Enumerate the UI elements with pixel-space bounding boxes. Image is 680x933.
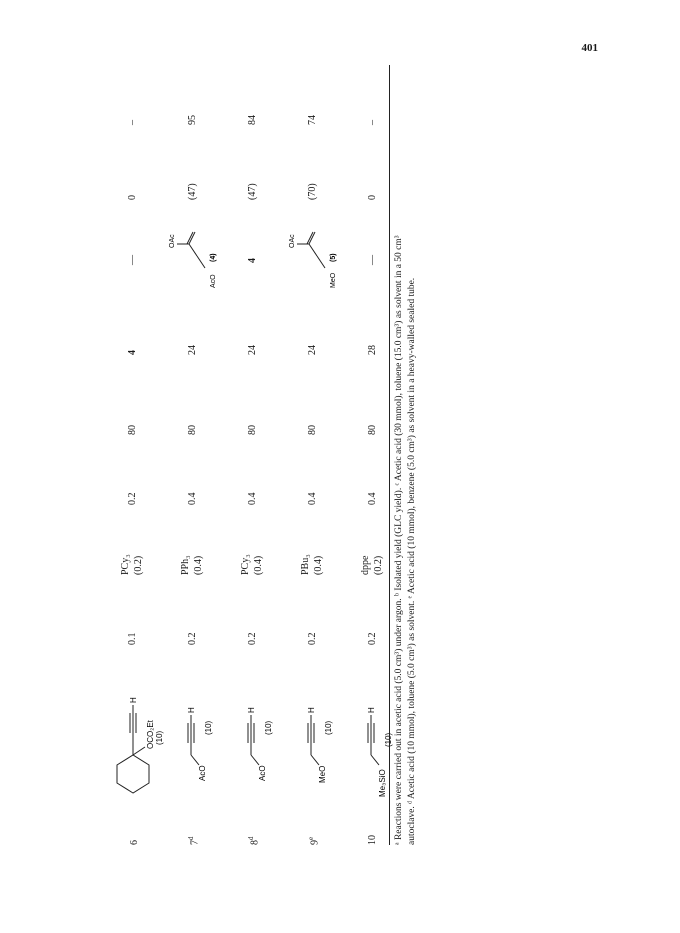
- svg-text:MeO: MeO: [318, 765, 327, 783]
- silyloxy-alkyne-icon: [345, 665, 395, 805]
- row6-temp: 80: [127, 425, 138, 435]
- rotated-table: [99, 65, 429, 845]
- row10-ratio: 0: [367, 195, 378, 200]
- table-bottom-rule: [389, 65, 390, 845]
- row10-ligand: dppe (0.2): [360, 555, 384, 575]
- row9-temp: 80: [307, 425, 318, 435]
- svg-text:H: H: [367, 707, 376, 713]
- row7-ligand: PPh₃ (0.4): [180, 555, 204, 575]
- methoxy-alkyne-icon: [285, 665, 335, 805]
- methoxy-allyl-acetate-icon: [285, 220, 339, 290]
- allyl-diacetate-icon: [165, 220, 219, 290]
- row8-time: 24: [247, 345, 258, 355]
- svg-text:OCO₂Et: OCO₂Et: [146, 720, 155, 749]
- row6-yield: –: [127, 120, 138, 125]
- entry-6: 6: [129, 840, 140, 845]
- row9-ligand: PBu₃ (0.4): [300, 554, 324, 575]
- row8-col5: 0.4: [247, 492, 258, 505]
- structure-row-8: [225, 665, 280, 805]
- row6-time: 4: [127, 350, 138, 355]
- row6-amount: 0.1: [127, 632, 138, 645]
- row10-col5: 0.4: [367, 492, 378, 505]
- svg-text:H: H: [307, 707, 316, 713]
- row10-product: —: [367, 255, 378, 265]
- structure-row-7: [165, 665, 220, 805]
- svg-text:H: H: [129, 697, 138, 703]
- row10-yield: –: [367, 120, 378, 125]
- row9-time: 24: [307, 345, 318, 355]
- row9-yield: 74: [307, 115, 318, 125]
- row6-ligand: PCy₃ (0.2): [120, 554, 144, 575]
- row6-col5: 0.2: [127, 492, 138, 505]
- row7-temp: 80: [187, 425, 198, 435]
- svg-text:MeO: MeO: [330, 272, 337, 288]
- svg-text:OAc: OAc: [169, 234, 176, 248]
- product-structure-4: [165, 220, 224, 290]
- row10-temp: 80: [367, 425, 378, 435]
- structure-row-6: [99, 675, 168, 805]
- svg-text:H: H: [187, 707, 196, 713]
- row8-ratio: (47): [247, 183, 258, 200]
- page-number: 401: [581, 42, 598, 54]
- svg-text:(10): (10): [264, 720, 273, 735]
- svg-text:AcO: AcO: [258, 765, 267, 781]
- structure-row-10: [345, 665, 400, 805]
- cyclohexyl-propargyl-carbonate-icon: [99, 675, 163, 805]
- row7-ratio: (47): [187, 183, 198, 200]
- row8-product: 4: [247, 258, 258, 263]
- entry-7: 7$^d$: [187, 836, 201, 845]
- svg-text:H: H: [247, 707, 256, 713]
- svg-text:(4): (4): [210, 253, 217, 262]
- row10-amount: 0.2: [367, 632, 378, 645]
- row7-col5: 0.4: [187, 492, 198, 505]
- row8-yield: 84: [247, 115, 258, 125]
- row7-time: 24: [187, 345, 198, 355]
- entry-10: 10: [367, 835, 378, 845]
- row8-ligand: PCy₃ (0.4): [240, 554, 264, 575]
- row7-amount: 0.2: [187, 632, 198, 645]
- product-structure-5: [285, 220, 344, 290]
- structure-row-9: [285, 665, 340, 805]
- row9-amount: 0.2: [307, 632, 318, 645]
- footnote-line-1: ᵃ Reactions were carried out in acetic acid (5.0 cm³) under argon. ᵇ Isolated yield (GLC yield). ᶜ Acetic acid (30 mmol), toluene (15.0 cm³) as solvent in a 50 cm³: [394, 235, 404, 845]
- svg-text:(10): (10): [155, 730, 164, 745]
- row9-ratio: (70): [307, 183, 318, 200]
- footnote-line-2: autoclave. ᵈ Acetic acid (10 mmol), toluene (5.0 cm³) as solvent. ᵉ Acetic acid (10 mmol), benzene (5.0 cm³) as solvent in a heavy-walled sealed tube.: [407, 277, 417, 845]
- acetoxy-alkyne-icon: [165, 665, 215, 805]
- row8-temp: 80: [247, 425, 258, 435]
- row10-time: 28: [367, 345, 378, 355]
- row6-ratio: 0: [127, 195, 138, 200]
- svg-text:AcO: AcO: [210, 274, 217, 288]
- entry-8: 8$^d$: [247, 836, 261, 845]
- svg-text:(5): (5): [330, 253, 337, 262]
- svg-text:(10): (10): [204, 720, 213, 735]
- row7-yield: 95: [187, 115, 198, 125]
- row8-amount: 0.2: [247, 632, 258, 645]
- svg-text:Me₃SiO: Me₃SiO: [378, 769, 387, 797]
- svg-text:(10): (10): [384, 732, 393, 747]
- row6-product: —: [127, 255, 138, 265]
- entry-9: 9e: [307, 836, 321, 845]
- acetoxy-alkyne-icon: [225, 665, 275, 805]
- svg-text:OAc: OAc: [289, 234, 296, 248]
- row9-col5: 0.4: [307, 492, 318, 505]
- svg-text:AcO: AcO: [198, 765, 207, 781]
- svg-text:(10): (10): [324, 720, 333, 735]
